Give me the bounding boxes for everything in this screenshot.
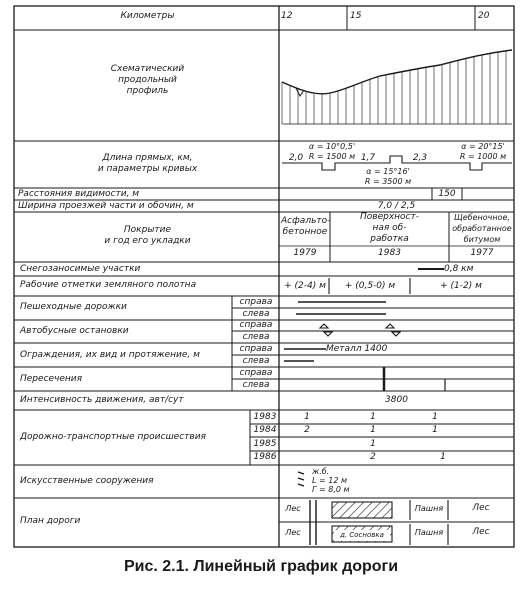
straight-length-1: 2,0 <box>288 153 304 163</box>
row-markers <box>284 269 445 486</box>
side-left-fences: слева <box>242 356 270 366</box>
km-label-15: 15 <box>350 11 362 21</box>
surface-3-name: Щебеночное, обработанное битумом <box>452 213 512 244</box>
row-label-snow: Снегозаносимые участки <box>20 264 141 274</box>
accident-1983-b: 1 <box>370 412 376 422</box>
accident-1985-a: 1 <box>370 439 376 449</box>
accident-year-1986: 1986 <box>253 452 277 462</box>
row-label-profile: Схематический продольный профиль <box>110 64 185 96</box>
embankment-value-2: + (0,5-0) м <box>344 281 396 291</box>
side-left-footpaths: слева <box>242 309 270 319</box>
traffic-value: 3800 <box>385 395 408 405</box>
accident-year-1984: 1984 <box>253 425 277 435</box>
structure-note: ж.б. L = 12 м Г = 8,0 м <box>312 467 350 494</box>
row-label-bus: Автобусные остановки <box>20 326 129 336</box>
plan-field-right: Пашня <box>414 504 444 513</box>
row-label-fences: Ограждения, их вид и протяжение, м <box>20 350 200 360</box>
surface-3-year: 1977 <box>470 248 494 258</box>
profile-graph <box>282 50 512 124</box>
snow-value: 0,8 км <box>444 264 474 274</box>
row-label-surface: Покрытие и год его укладки <box>104 225 191 246</box>
curve-3-angle: α = 20°15' <box>461 142 505 151</box>
accident-1986-a: 2 <box>370 452 376 462</box>
plan-field-left: Пашня <box>414 528 444 537</box>
width-value: 7,0 / 2,5 <box>377 201 416 211</box>
surface-1-year: 1979 <box>293 248 317 258</box>
row-label-accidents: Дорожно-транспортные происшествия <box>20 432 206 442</box>
side-right-footpaths: справа <box>239 297 273 307</box>
side-right-crossings: справа <box>239 368 273 378</box>
curve-2-angle: α = 15°16' <box>366 167 410 176</box>
straight-length-3: 2,3 <box>412 153 428 163</box>
fence-value: Металл 1400 <box>326 344 388 354</box>
km-label-12: 12 <box>281 11 293 21</box>
row-label-crossings: Пересечения <box>20 374 83 384</box>
row-label-embankment: Рабочие отметки земляного полотна <box>20 280 197 290</box>
km-label-20: 20 <box>478 11 490 21</box>
side-left-crossings: слева <box>242 380 270 390</box>
plan-forest-far-left: Лес <box>472 527 490 537</box>
curve-1-radius: R = 1500 м <box>308 152 356 161</box>
accident-1983-c: 1 <box>432 412 438 422</box>
surface-2-year: 1983 <box>378 248 401 258</box>
side-right-fences: справа <box>239 344 273 354</box>
accident-1986-b: 1 <box>440 452 446 462</box>
visibility-value: 150 <box>438 189 456 199</box>
accident-1983-a: 1 <box>304 412 310 422</box>
plan-village-label: д. Сосновка <box>334 530 390 541</box>
km-header-label: Километры <box>120 11 175 21</box>
row-label-plan: План дороги <box>20 516 81 526</box>
side-right-bus: справа <box>239 320 273 330</box>
accident-1984-c: 1 <box>432 425 438 435</box>
row-label-visibility: Расстояния видимости, м <box>18 189 140 199</box>
side-left-bus: слева <box>242 332 270 342</box>
plan-forest-right: Лес <box>285 504 301 513</box>
accident-year-1983: 1983 <box>253 412 277 422</box>
plan-forest-left: Лес <box>285 528 301 537</box>
embankment-value-3: + (1-2) м <box>440 281 482 291</box>
surface-2-name: Поверхност- ная об- работка <box>360 212 419 244</box>
accident-1984-a: 2 <box>304 425 310 435</box>
row-label-width: Ширина проезжей части и обочин, м <box>18 201 194 211</box>
plan-forest-far-right: Лес <box>472 503 490 513</box>
embankment-value-1: + (2-4) м <box>284 281 326 291</box>
curve-3-radius: R = 1000 м <box>459 152 507 161</box>
surface-1-name: Асфальто- бетонное <box>281 216 331 237</box>
straight-length-2: 1,7 <box>360 153 376 163</box>
curve-1-angle: α = 10°0,5' <box>308 142 356 151</box>
accident-1984-b: 1 <box>370 425 376 435</box>
figure-caption: Рис. 2.1. Линейный график дороги <box>123 558 399 575</box>
row-label-structures: Искусственные сооружения <box>20 476 154 486</box>
accident-year-1985: 1985 <box>253 439 277 449</box>
row-label-straights: Длина прямых, км, и параметры кривых <box>97 153 198 174</box>
row-label-footpaths: Пешеходные дорожки <box>20 302 127 312</box>
row-label-traffic: Интенсивность движения, авт/сут <box>20 395 184 405</box>
curve-2-radius: R = 3500 м <box>364 177 412 186</box>
